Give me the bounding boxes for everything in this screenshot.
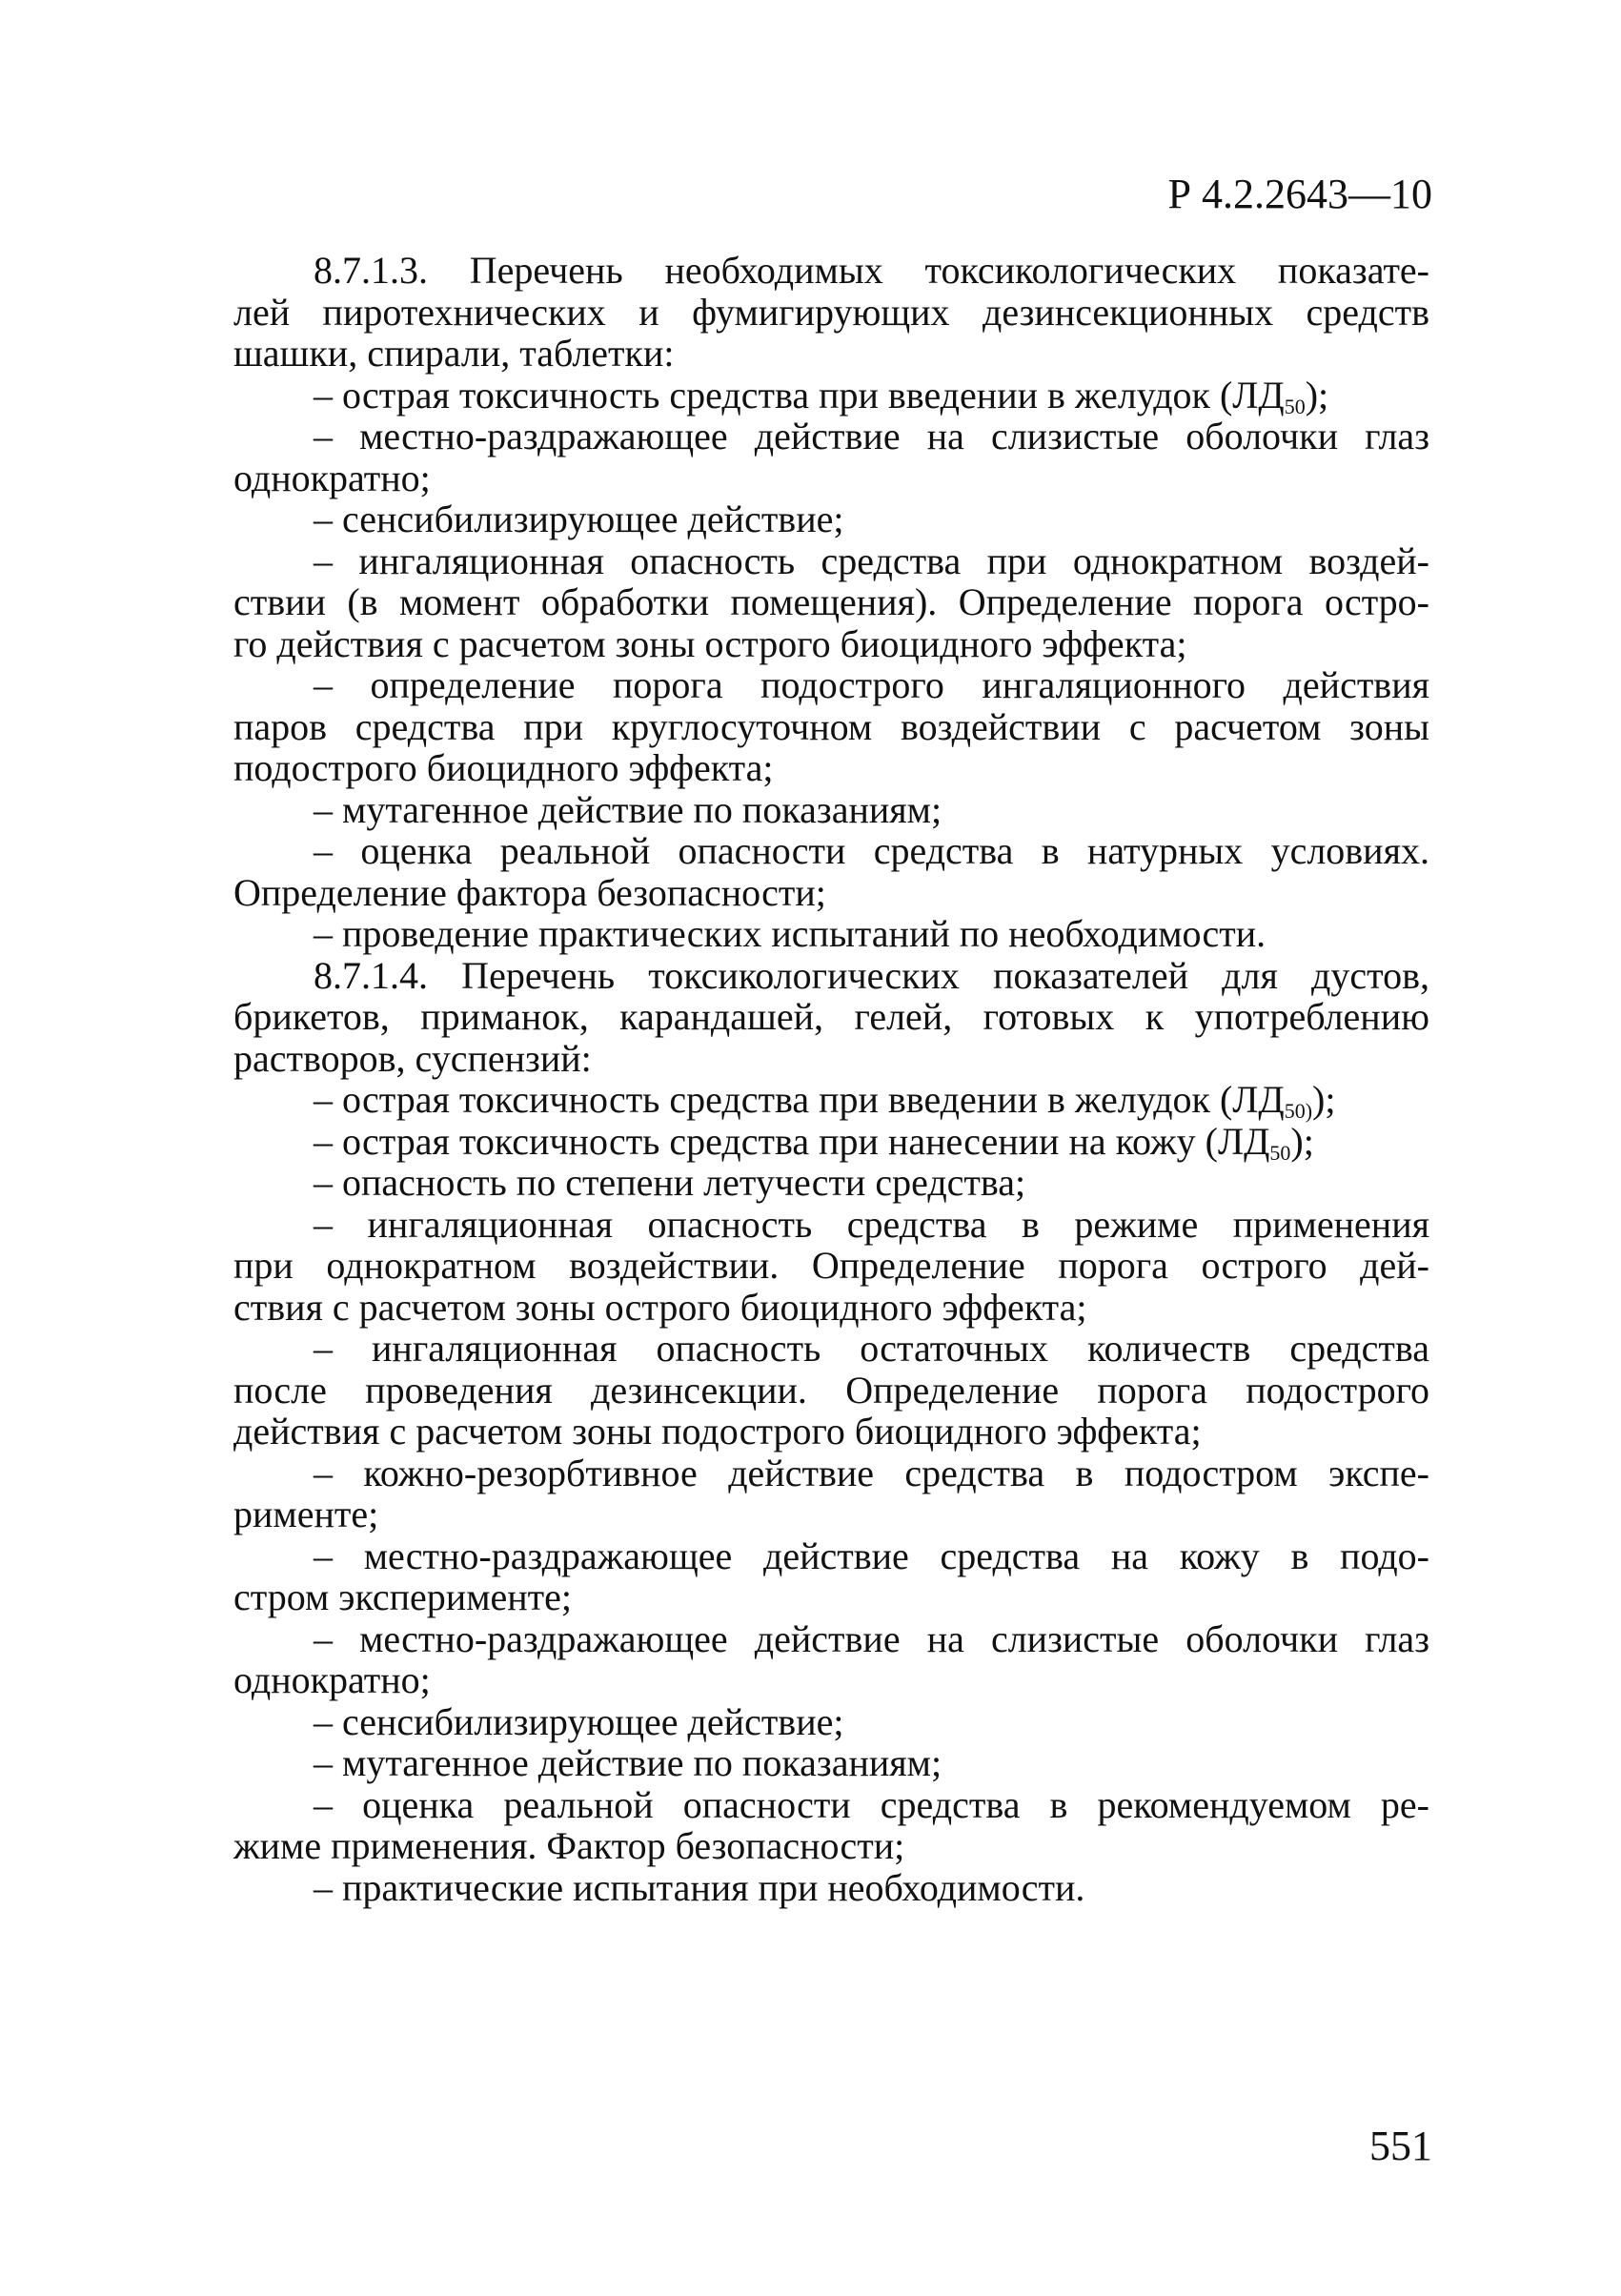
list-item bbox=[233, 1079, 1429, 1121]
subscript: 50 bbox=[1284, 394, 1306, 418]
body-line: растворов, суспензий: bbox=[233, 1036, 592, 1080]
body-line: однократно; bbox=[233, 1658, 431, 1701]
section-8-7-1-3-heading: 8.7.1.3. Перечень необходимых токсикологических показате- bbox=[314, 249, 1429, 292]
list-item: – сенсибилизирующее действие; bbox=[314, 1699, 844, 1743]
document-code-header: Р 4.2.2643—10 bbox=[1167, 171, 1432, 217]
list-item: – сенсибилизирующее действие; bbox=[314, 498, 844, 540]
list-item: – ингаляционная опасность средства при однократном воздей- bbox=[314, 538, 1429, 582]
body-line: паров средства при круглосуточном воздействии с расчетом зоны bbox=[233, 704, 1429, 748]
body-line: шашки, спирали, таблетки: bbox=[233, 332, 675, 375]
list-item-text: ); bbox=[1305, 373, 1329, 417]
list-item: – определение порога подострого ингаляционного действия bbox=[314, 663, 1429, 706]
list-item: – практические испытания при необходимости. bbox=[314, 1865, 1085, 1909]
body-line: стром эксперименте; bbox=[233, 1575, 573, 1618]
body-line: ствия с расчетом зоны острого биоцидного эффекта; bbox=[233, 1285, 1087, 1329]
document-body bbox=[233, 250, 1429, 1908]
list-item: – проведение практических испытаний по необходимости. bbox=[314, 912, 1266, 955]
list-item-text: – острая токсичность средства при введении в желудок (ЛД bbox=[314, 373, 1285, 417]
list-item: – мутагенное действие по показаниям; bbox=[314, 1741, 942, 1784]
list-item bbox=[233, 375, 1429, 417]
list-item: – оценка реальной опасности средства в рекомендуемом ре- bbox=[314, 1782, 1429, 1826]
subscript: 50) bbox=[1284, 1099, 1313, 1123]
page-number: 551 bbox=[1369, 2123, 1432, 2169]
body-line: рименте; bbox=[233, 1493, 379, 1535]
list-item-text: – острая токсичность средства при введении в желудок (ЛД bbox=[314, 1078, 1285, 1121]
list-item-text: – острая токсичность средства при нанесении на кожу (ЛД bbox=[314, 1119, 1270, 1163]
list-item-text: ); bbox=[1312, 1078, 1336, 1121]
body-line: брикетов, приманок, карандашей, гелей, готовых к употреблению bbox=[233, 995, 1429, 1038]
body-line: Определение фактора безопасности; bbox=[233, 870, 826, 914]
body-line: действия с расчетом зоны подострого биоцидного эффекта; bbox=[233, 1410, 1202, 1453]
body-line: лей пиротехнических и фумигирующих дезинсекционных средств bbox=[233, 290, 1429, 334]
list-item bbox=[233, 1121, 1429, 1163]
list-item: – оценка реальной опасности средства в натурных условиях. bbox=[314, 829, 1429, 872]
section-8-7-1-4-heading: 8.7.1.4. Перечень токсикологических показателей для дустов, bbox=[314, 953, 1429, 997]
body-line: после проведения дезинсекции. Определение порога подострого bbox=[233, 1368, 1429, 1412]
list-item: – опасность по степени летучести средства; bbox=[314, 1161, 1026, 1204]
list-item: – местно-раздражающее действие средства на кожу в подо- bbox=[314, 1534, 1429, 1577]
subscript: 50 bbox=[1269, 1140, 1291, 1165]
list-item: – местно-раздражающее действие на слизистые оболочки глаз bbox=[314, 415, 1429, 457]
list-item: – ингаляционная опасность остаточных количеств средства bbox=[314, 1327, 1429, 1370]
list-item-text: ); bbox=[1290, 1119, 1314, 1163]
list-item: – кожно-резорбтивное действие средства в подостром экспе- bbox=[314, 1451, 1429, 1494]
body-line: при однократном воздействии. Определение порога острого дей- bbox=[233, 1244, 1429, 1287]
list-item: – ингаляционная опасность средства в режиме применения bbox=[314, 1202, 1429, 1246]
body-line: жиме применения. Фактор безопасности; bbox=[233, 1824, 905, 1867]
body-line: ствии (в момент обработки помещения). Определение порога остро- bbox=[233, 580, 1429, 623]
body-line: подострого биоцидного эффекта; bbox=[233, 746, 774, 789]
body-line: однократно; bbox=[233, 456, 431, 499]
list-item: – местно-раздражающее действие на слизистые оболочки глаз bbox=[314, 1616, 1429, 1660]
body-line: го действия с расчетом зоны острого биоцидного эффекта; bbox=[233, 621, 1187, 665]
list-item: – мутагенное действие по показаниям; bbox=[314, 787, 942, 831]
